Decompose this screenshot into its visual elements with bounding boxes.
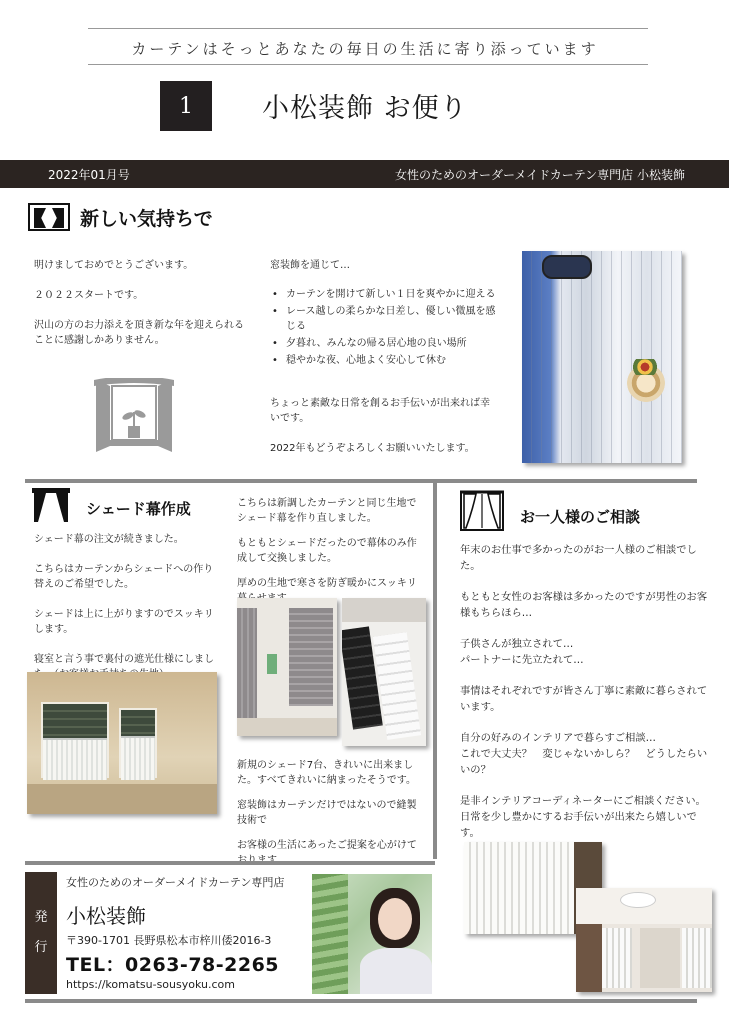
section-divider: [25, 479, 697, 483]
publisher-top-divider: [25, 861, 435, 865]
shoulders: [360, 948, 432, 994]
consult-text: 是非インテリアコーディネーターにご相談ください。日常を少し豊かにするお手伝いが出来たら嬉しいです。: [460, 795, 706, 839]
shade-text: お客様の生活にあったご提案を心がけて: [237, 840, 417, 851]
start-text: ２０２２スタートです。: [34, 290, 144, 301]
consult-text: 年末のお仕事で多かったのがお一人様のご相談でした。: [460, 544, 697, 572]
greeting-text: 明けましておめでとうございます。: [34, 260, 194, 271]
shop-sign: [542, 255, 592, 279]
tagline-rule: [88, 64, 648, 65]
issue-band: [0, 160, 729, 188]
living-shade-photo: [237, 598, 337, 736]
living-room-photo: [576, 888, 712, 992]
issue-date: 2022年01月号: [48, 168, 130, 182]
publisher-tel: TEL：0263-78-2265: [66, 954, 280, 976]
regards-text: 2022年もどうぞよろしくお願いいたします。: [270, 443, 475, 454]
shade-text: 窓装飾はカーテンだけではないので縫製技術で: [237, 800, 417, 826]
shade-text: 厚めの生地で寒さを防ぎ暖かにスッキリ: [237, 578, 417, 589]
section1-col2: [270, 258, 498, 471]
shade-text: 寝室と言う事で裏付の遮光仕様にしまし: [34, 654, 214, 665]
shade-text: シェードは上に上がりますのでスッキリします。: [34, 609, 214, 635]
feature-list: [270, 287, 498, 368]
publisher-address: 〒390-1701 長野県松本市梓川倭2016-3: [66, 934, 272, 947]
shade-text: 新規のシェード7台、きれいに出来ました。すべてきれいに納まったそうです。: [237, 760, 416, 786]
section1-col1: [34, 258, 249, 363]
consult-text: 事情はそれぞれですが皆さん丁寧に素敵に暮らされています。: [460, 685, 708, 713]
shop-name: 女性のためのオーダーメイドカーテン専門店 小松装飾: [394, 168, 685, 182]
list-item: • 夕暮れ、みんなの帰る居心地の良い場所: [270, 336, 498, 351]
publisher-tag-char: 行: [34, 940, 48, 955]
section3-heading: お一人様のご相談: [520, 508, 641, 526]
publisher-url[interactable]: https://komatsu-sousyoku.com: [66, 978, 235, 991]
section2-heading: シェード幕作成: [86, 500, 191, 518]
wish-text: ちょっと素敵な日常を創るお手伝いが出来れば幸いです。: [270, 398, 490, 424]
section3-body: [460, 542, 712, 856]
top-rule: [88, 28, 648, 29]
section1-heading: 新しい気持ちで: [80, 208, 213, 230]
section2-mid-bottom: [237, 758, 425, 868]
shade-text: こちらはカーテンからシェードへの作り替えのご希望でした。: [34, 564, 214, 590]
page-title: 小松装飾 お便り: [262, 93, 468, 124]
curtain-window-icon: [460, 490, 504, 532]
bedroom-shade-photo: [27, 672, 217, 814]
publisher-tag-char: 発: [34, 910, 48, 925]
publisher-name: 小松装飾: [66, 904, 146, 928]
portrait-photo: [312, 874, 432, 994]
list-item: • レース越しの柔らかな日差し、優しい微風を感じる: [270, 304, 498, 334]
face: [378, 898, 412, 940]
footer-divider: [25, 999, 697, 1003]
publisher-tag: [25, 872, 57, 994]
window-frame-icon: [28, 203, 70, 231]
curtain-icon: [32, 488, 70, 524]
consult-text: もともと女性のお客様は多かったのですが男性のお客様もちらほら…: [460, 591, 708, 619]
thanks-text: 沢山の方のお力添えを頂き新な年を迎えられることに感謝しかありません。: [34, 320, 244, 346]
tagline: カーテンはそっとあなたの毎日の生活に寄り添っています: [131, 40, 599, 58]
consult-text: 子供さんが独立されて… パートナーに先立たれて…: [460, 638, 584, 666]
sewing-shade-photo: [342, 598, 426, 746]
window: [41, 702, 109, 778]
col2-intro: 窓装飾を通じて…: [270, 260, 350, 271]
issue-number: 1: [160, 81, 212, 131]
window: [119, 708, 157, 778]
shade-text: シェード幕の注文が続きました。: [34, 534, 184, 545]
flower-decoration: [630, 359, 660, 375]
consult-text: 自分の好みのインテリアで暮らすご相談… これで大丈夫？ 変じゃないかしら？ どうしたらいいの？: [460, 732, 708, 776]
shade-text: こちらは新調したカーテンと同じ生地でシェード幕を作り直しました。: [237, 498, 417, 524]
storefront-photo: [522, 251, 682, 463]
list-item: • 穏やかな夜、心地よく安心して休む: [270, 353, 498, 368]
list-item: • カーテンを開けて新しい１日を爽やかに迎える: [270, 287, 498, 302]
shade-text: もともとシェードだったので幕体のみ作成して交換しました。: [237, 538, 417, 564]
section2-mid-top: [237, 496, 425, 606]
open-window-icon: [90, 378, 178, 454]
publisher-tagline: 女性のためのオーダーメイドカーテン専門店: [66, 876, 285, 889]
column-divider: [433, 479, 437, 859]
